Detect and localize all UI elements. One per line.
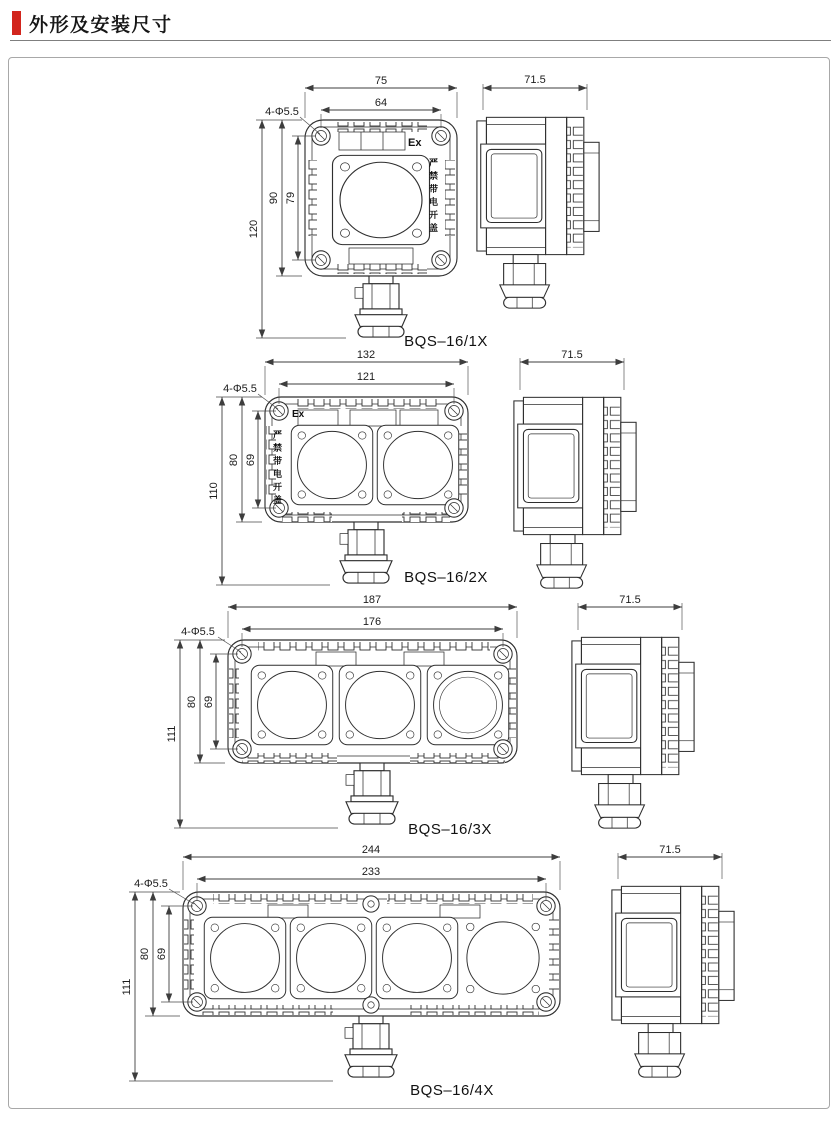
corner-screw [445,402,463,420]
dim-depth: 71.5 [619,594,641,606]
switch-module [339,665,420,745]
cable-gland [346,763,398,824]
switch-module [333,155,430,244]
section-accent-bar [12,11,21,35]
header-rule [10,40,831,41]
side-view [477,74,599,308]
switch-module [377,425,458,505]
hole-note: 4-Φ5.5 [223,383,257,395]
model-label: BQS–16/1X [404,333,488,350]
page-title: 外形及安装尺寸 [29,15,173,36]
model-label: BQS–16/3X [408,821,492,838]
front-view [183,892,560,1077]
switch-module [291,425,372,505]
cable-gland [355,276,407,337]
dim-width-holes: 233 [361,866,381,878]
switch-module [376,917,457,998]
switch-module-ring [427,665,508,745]
corner-screw [537,993,555,1011]
corner-screw [494,740,512,758]
dim-height-total: 111 [121,978,133,996]
side-view [612,844,734,1077]
switch-module [251,665,332,745]
dim-height-holes: 69 [203,695,215,709]
side-view [514,349,636,588]
drawing-bqs16-3x [150,592,730,844]
dim-height-holes: 79 [285,191,297,205]
side-view [572,594,694,828]
corner-screw [494,645,512,663]
hole-note: 4-Φ5.5 [134,878,168,890]
dim-depth: 71.5 [524,74,546,86]
ex-mark: Ex [292,409,305,420]
dim-height-total: 120 [248,219,260,239]
center-screw [363,896,379,912]
switch-module [204,917,285,998]
switch-module-bare [466,922,539,994]
warning-text-vertical: 严禁带电开盖 [272,430,282,508]
cable-gland [340,522,392,583]
dim-height-total: 110 [208,482,220,500]
dim-height-holes: 69 [245,453,257,467]
dim-width-outer: 187 [362,594,382,606]
dim-width-outer: 244 [361,844,381,856]
model-label: BQS–16/4X [410,1082,494,1099]
dim-width-holes: 64 [374,97,388,109]
corner-screw [432,127,450,145]
dim-height-outer: 80 [228,453,240,467]
hole-note: 4-Φ5.5 [265,106,299,118]
dim-width-outer: 75 [374,75,388,87]
front-view [228,640,517,824]
dim-width-holes: 121 [356,371,376,383]
ex-mark: Ex [408,137,422,149]
nameplate [349,248,413,264]
drawing-bqs16-4x [105,843,795,1105]
dim-width-outer: 132 [356,349,376,361]
dim-depth: 71.5 [659,844,681,856]
center-screw [363,997,379,1013]
dim-depth: 71.5 [561,349,583,361]
warning-text-vertical: 严禁带电开盖 [428,158,438,236]
dim-height-holes: 69 [156,947,168,961]
dim-height-total: 111 [166,725,178,743]
cable-gland [345,1016,397,1077]
model-label: BQS–16/2X [404,569,488,586]
hole-note: 4-Φ5.5 [181,626,215,638]
dim-width-holes: 176 [362,616,382,628]
dim-height-outer: 80 [139,947,151,961]
drawing-bqs16-2x [200,348,670,595]
front-view [265,397,468,583]
dim-height-outer: 80 [186,695,198,709]
corner-screw [432,251,450,269]
corner-screw [445,499,463,517]
dim-height-outer: 90 [268,191,280,205]
switch-module [290,917,371,998]
